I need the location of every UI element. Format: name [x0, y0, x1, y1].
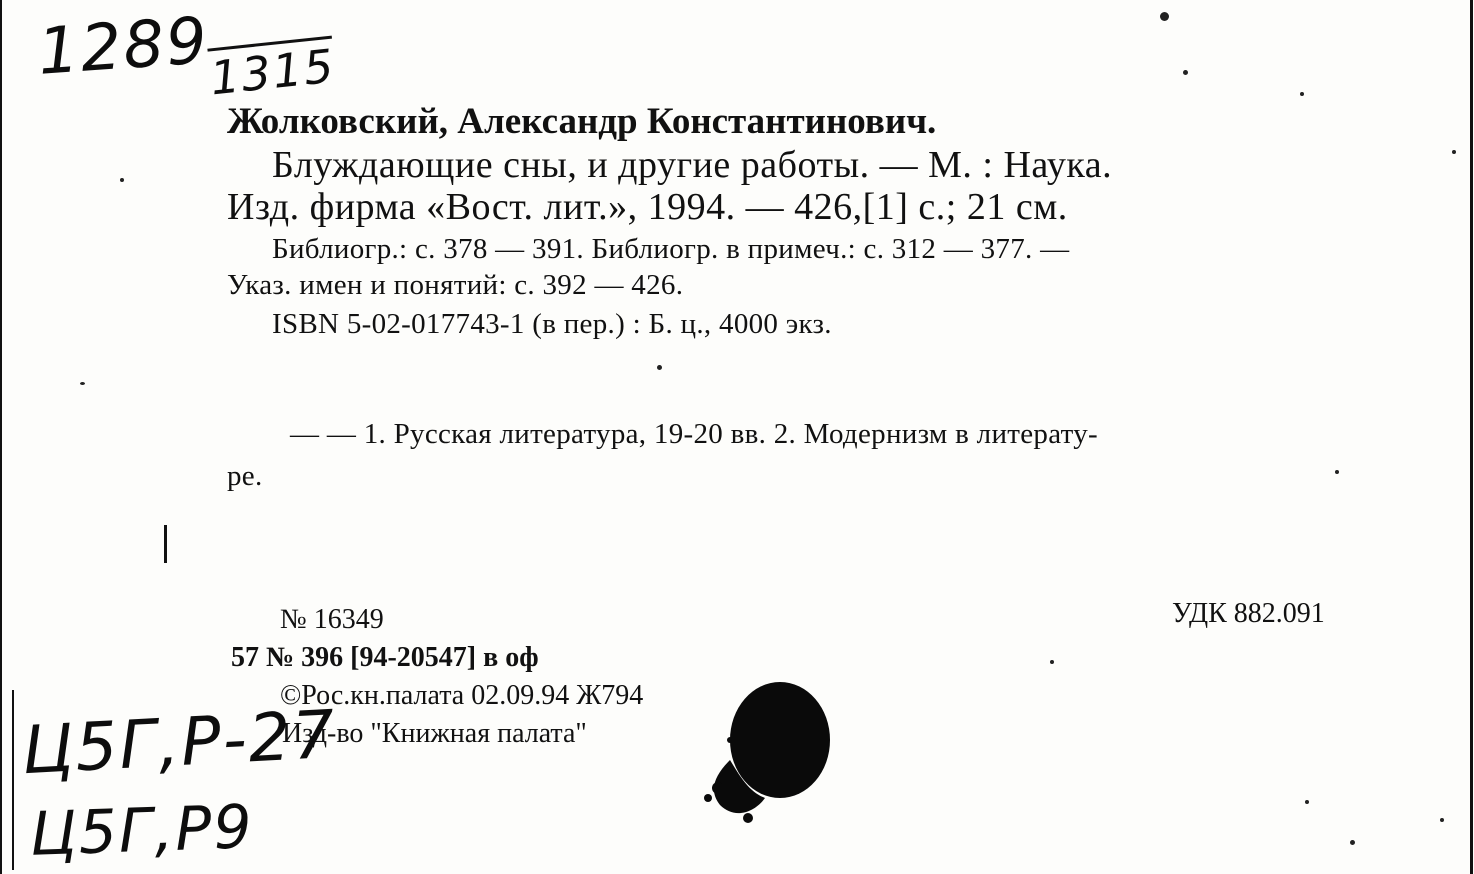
speck [1452, 150, 1456, 154]
speck [1183, 70, 1188, 75]
notes-line-1: Библиогр.: с. 378 — 391. Библиогр. в примеч.: с. 312 — 377. — [272, 233, 1070, 265]
speck [1335, 470, 1339, 474]
speck [1440, 818, 1444, 822]
subjects-line-2: ре. [227, 460, 263, 492]
publisher-line: Изд-во "Книжная палата" [282, 718, 587, 749]
udc-code: УДК 882.091 [1172, 598, 1325, 629]
notes-line-2: Указ. имен и понятий: с. 392 — 426. [227, 269, 684, 301]
isbn-line: ISBN 5-02-017743-1 (в пер.) : Б. ц., 4000 экз. [272, 308, 832, 340]
speck [657, 365, 662, 370]
author-heading: Жолковский, Александр Константинович. [227, 101, 937, 142]
handwritten-shelf-number: 1289 [35, 4, 212, 90]
title-line-1: Блуждающие сны, и другие работы. — М. : Наука. [272, 144, 1113, 186]
handwritten-shelf-number-sub: 1315 [207, 36, 337, 106]
speck [80, 382, 85, 385]
speck [1300, 92, 1304, 96]
handwritten-code-2: Ц5Г,Р9 [28, 792, 255, 870]
speck [1305, 800, 1309, 804]
book-chamber-line: ©Рос.кн.палата 02.09.94 Ж794 [280, 680, 644, 711]
speck [120, 178, 124, 182]
card-right-edge-line [1470, 0, 1473, 874]
ink-stroke [164, 525, 167, 563]
speck [1160, 12, 1169, 21]
subjects-line-1: — — 1. Русская литература, 19-20 вв. 2. Модернизм в литерату- [290, 418, 1098, 450]
order-number: 57 № 396 [94-20547] в оф [231, 642, 539, 673]
ink-blot [690, 680, 840, 830]
card-left-edge-line [0, 0, 2, 874]
card-number: № 16349 [280, 604, 384, 635]
speck [1350, 840, 1355, 845]
title-line-2: Изд. фирма «Вост. лит.», 1994. — 426,[1] с.; 21 см. [227, 186, 1068, 228]
bottom-left-edge-line [12, 690, 14, 870]
speck [1050, 660, 1054, 664]
handwritten-code-1: Ц5Г,Р-27 [20, 695, 339, 790]
